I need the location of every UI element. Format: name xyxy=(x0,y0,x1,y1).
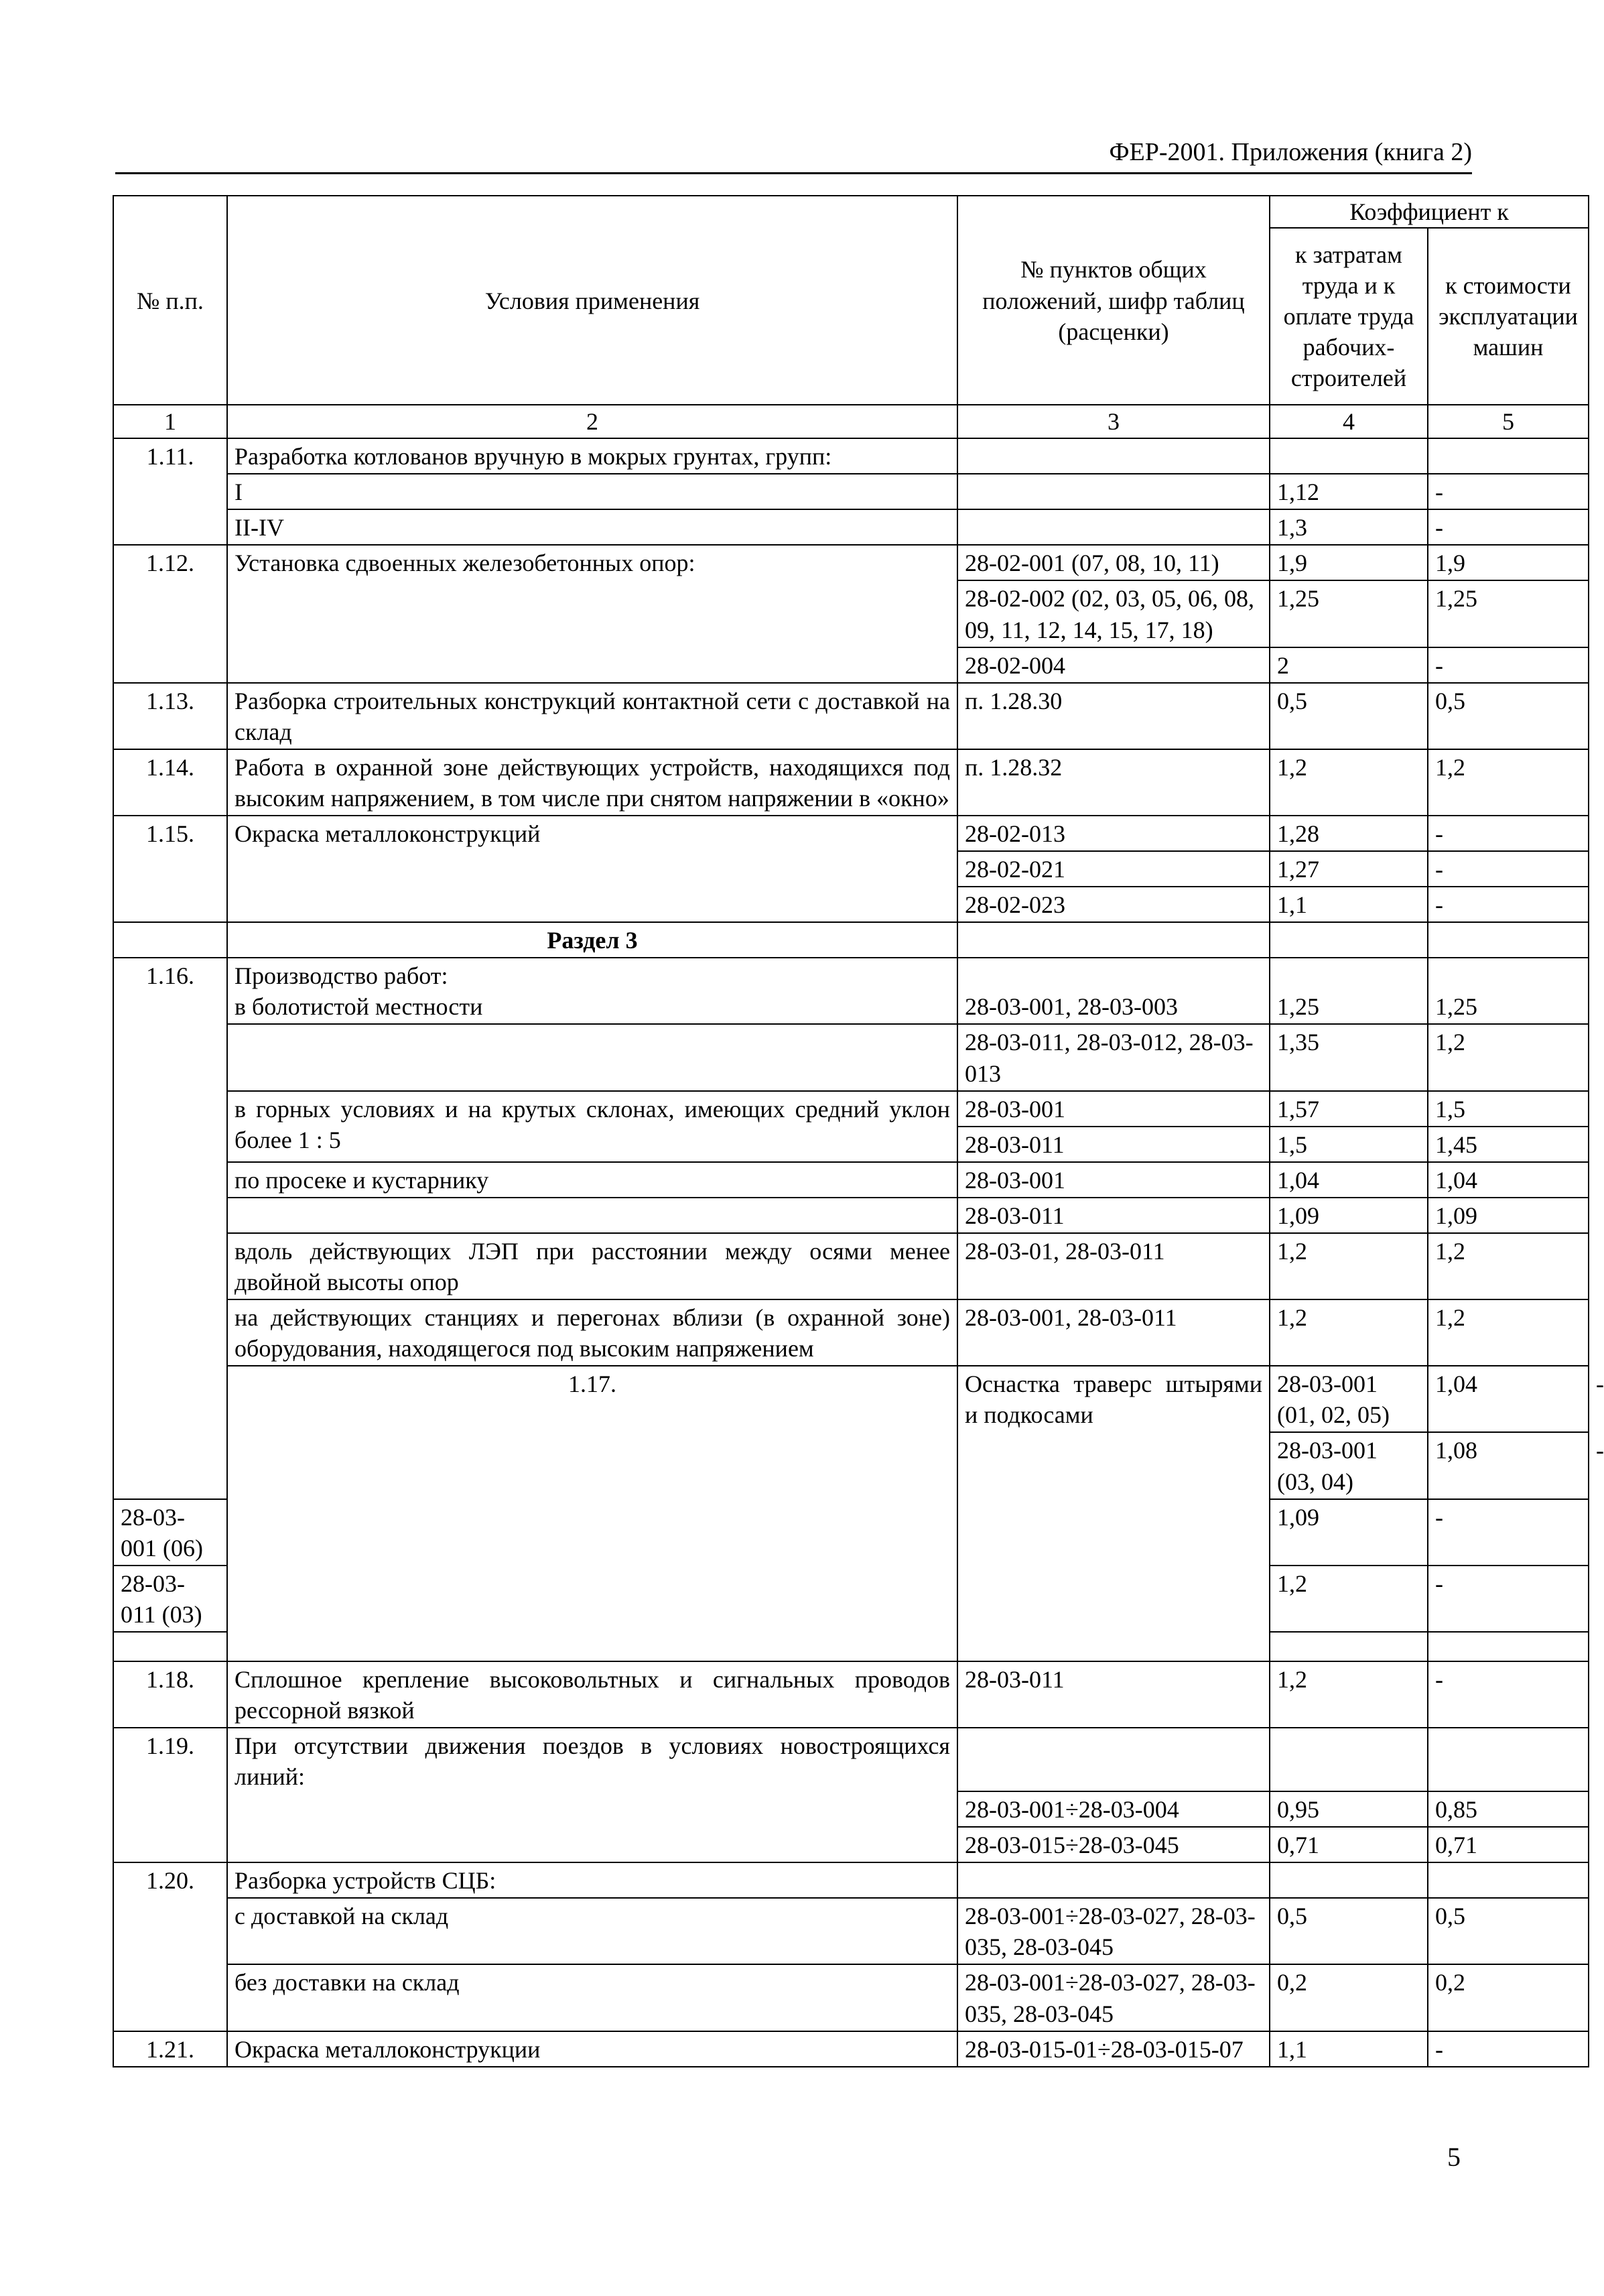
row-number: 1.16. xyxy=(113,958,227,1498)
row-ref: 28-02-004 xyxy=(957,647,1270,683)
row-number: 1.17. xyxy=(227,1366,957,1661)
row-coef-labor: 1,2 xyxy=(1270,1233,1428,1299)
row-number: 1.12. xyxy=(113,545,227,682)
row-ref: 28-03-001 (01, 02, 05) xyxy=(1270,1366,1428,1432)
row-ref: 28-03-015-01÷28-03-015-07 xyxy=(957,2031,1270,2067)
row-number: 1.13. xyxy=(113,683,227,749)
row-coef-machines: - xyxy=(1428,1499,1589,1566)
row-coef-labor: 1,2 xyxy=(1270,1661,1428,1728)
table-row xyxy=(113,1162,1589,1198)
row-coef-labor: 1,1 xyxy=(1270,887,1428,922)
header-rule xyxy=(115,172,1472,174)
row-coef-labor: 1,25 xyxy=(1270,580,1428,647)
row-ref: 28-03-001÷28-03-004 xyxy=(957,1791,1270,1827)
row-coef-labor: 2 xyxy=(1270,647,1428,683)
section-row xyxy=(113,922,1589,958)
row-ref xyxy=(957,1728,1270,1791)
row-conditions: Установка сдвоенных железобетонных опор: xyxy=(227,545,957,682)
row-ref: 28-02-013 xyxy=(957,816,1270,851)
row-coef-machines: - xyxy=(1428,2031,1589,2067)
row-coef-labor: 1,09 xyxy=(1270,1198,1428,1233)
table-row xyxy=(113,1233,1589,1299)
row-coef-labor: 1,28 xyxy=(1270,816,1428,851)
row-conditions xyxy=(227,1198,957,1233)
col-number: 3 xyxy=(957,405,1270,438)
row-ref: 28-03-001 xyxy=(957,1162,1270,1198)
header-num: № п.п. xyxy=(113,196,227,405)
row-conditions: Разборка устройств СЦБ: xyxy=(227,1862,957,1898)
row-coef-machines: 1,09 xyxy=(1428,1198,1589,1233)
section-empty-cell xyxy=(1428,922,1589,958)
row-coef-machines: 1,2 xyxy=(1428,1233,1589,1299)
row-ref xyxy=(957,1862,1270,1898)
row-conditions: вдоль действующих ЛЭП при расстоянии между осями менее двойной высоты опор xyxy=(227,1233,957,1299)
row-coef-labor: 0,71 xyxy=(1270,1827,1428,1862)
row-ref xyxy=(113,1632,227,1661)
row-coef-labor xyxy=(1270,438,1428,474)
col-number: 4 xyxy=(1270,405,1428,438)
row-coef-machines: 0,85 xyxy=(1428,1791,1589,1827)
header-coef-machines: к стоимости эксплуатации машин xyxy=(1428,228,1589,405)
row-number: 1.15. xyxy=(113,816,227,922)
row-number: 1.20. xyxy=(113,1862,227,2031)
row-coef-machines: - xyxy=(1428,887,1589,922)
row-coef-labor: 1,08 xyxy=(1428,1432,1589,1498)
row-coef-labor: 0,5 xyxy=(1270,1898,1428,1964)
row-ref: п. 1.28.30 xyxy=(957,683,1270,749)
page-number: 5 xyxy=(1447,2142,1461,2172)
row-ref: 28-03-011 xyxy=(957,1661,1270,1728)
row-coef-labor: 1,57 xyxy=(1270,1091,1428,1127)
row-coef-machines: 1,04 xyxy=(1428,1162,1589,1198)
row-coef-labor xyxy=(1270,1728,1428,1791)
row-coef-machines: 1,5 xyxy=(1428,1091,1589,1127)
row-coef-machines: 1,2 xyxy=(1428,749,1589,816)
table-row xyxy=(113,1898,1589,1964)
row-ref: 28-02-001 (07, 08, 10, 11) xyxy=(957,545,1270,580)
row-conditions xyxy=(227,1024,957,1090)
row-ref: 28-03-01, 28-03-011 xyxy=(957,1233,1270,1299)
table-row xyxy=(113,474,1589,509)
table-row: 1.17. Оснастка траверс штырями и подкосами 28-03-001 (01, 02, 05) 1,04 - xyxy=(113,1366,1589,1432)
table-row xyxy=(113,1661,1589,1728)
header-coef-labor: к затратам труда и к оплате труда рабочих-строителей xyxy=(1270,228,1428,405)
section-empty-cell xyxy=(1270,922,1428,958)
header-conditions: Условия применения xyxy=(227,196,957,405)
row-conditions: При отсутствии движения поездов в условиях новостроящихся линий: xyxy=(227,1728,957,1862)
row-coef-machines: 1,2 xyxy=(1428,1299,1589,1366)
row-coef-labor: 1,2 xyxy=(1270,749,1428,816)
row-coef-machines xyxy=(1428,1728,1589,1791)
row-number: 1.11. xyxy=(113,438,227,545)
row-coef-machines: - xyxy=(1428,1661,1589,1728)
row-number: 1.14. xyxy=(113,749,227,816)
row-ref xyxy=(957,474,1270,509)
row-coef-machines: 1,2 xyxy=(1428,1024,1589,1090)
row-conditions-intro: Производство работ: xyxy=(235,962,448,990)
row-ref xyxy=(957,438,1270,474)
page-header-title: ФЕР-2001. Приложения (книга 2) xyxy=(1109,138,1472,166)
row-coef-labor: 1,25 xyxy=(1270,958,1428,1024)
row-ref: 28-03-011 xyxy=(957,1127,1270,1162)
row-conditions: по просеке и кустарнику xyxy=(227,1162,957,1198)
row-coef-labor: 1,04 xyxy=(1428,1366,1589,1432)
row-coef-machines xyxy=(1428,1632,1589,1661)
row-coef-machines xyxy=(1428,438,1589,474)
row-ref: 28-03-011, 28-03-012, 28-03-013 xyxy=(957,1024,1270,1090)
row-ref xyxy=(957,509,1270,545)
row-coef-labor: 0,5 xyxy=(1270,683,1428,749)
row-ref: 28-02-023 xyxy=(957,887,1270,922)
row-coef-machines: - xyxy=(1428,816,1589,851)
row-conditions-sub: в болотистой местности xyxy=(235,993,483,1021)
row-conditions: Окраска металлоконструкций xyxy=(227,816,957,922)
row-conditions: Работа в охранной зоне действующих устройств, находящихся под высоким напряжением, в том числе при снятом напряжении в «окно» xyxy=(227,749,957,816)
row-coef-machines: - xyxy=(1428,851,1589,887)
col-number: 5 xyxy=(1428,405,1589,438)
row-coef-machines xyxy=(1428,1862,1589,1898)
coefficients-table xyxy=(113,195,1604,2067)
row-coef-machines: - xyxy=(1428,474,1589,509)
table-row xyxy=(113,1964,1589,2031)
table-row xyxy=(113,1024,1589,1090)
section-empty-cell xyxy=(113,922,227,958)
row-conditions: с доставкой на склад xyxy=(227,1898,957,1964)
row-conditions: в горных условиях и на крутых склонах, имеющих средний уклон более 1 : 5 xyxy=(227,1091,957,1162)
table-row: 28-03-001 (03, 04) 1,08 - xyxy=(113,1432,1589,1498)
row-coef-machines: 0,2 xyxy=(1428,1964,1589,2031)
row-ref: 28-03-001 (03, 04) xyxy=(1270,1432,1428,1498)
row-coef-machines: - xyxy=(1428,1566,1589,1632)
table-row xyxy=(113,1299,1589,1366)
row-coef-labor xyxy=(1270,1862,1428,1898)
table-row xyxy=(113,2031,1589,2067)
row-number: 1.21. xyxy=(113,2031,227,2067)
row-coef-machines: - xyxy=(1428,509,1589,545)
row-conditions: на действующих станциях и перегонах вблизи (в охранной зоне) оборудования, находящегося под высоким напряжением xyxy=(227,1299,957,1366)
row-coef-machines: 0,5 xyxy=(1428,1898,1589,1964)
section-empty-cell xyxy=(957,922,1270,958)
table-row xyxy=(113,1198,1589,1233)
table-row xyxy=(113,545,1589,580)
row-conditions: без доставки на склад xyxy=(227,1964,957,2031)
table-row xyxy=(113,509,1589,545)
row-coef-labor: 1,2 xyxy=(1270,1566,1428,1632)
row-ref: 28-03-001, 28-03-011 xyxy=(957,1299,1270,1366)
row-coef-labor xyxy=(1270,1632,1428,1661)
row-ref: 28-03-011 xyxy=(957,1198,1270,1233)
row-conditions: Окраска металлоконструкции xyxy=(227,2031,957,2067)
row-coef-labor: 0,95 xyxy=(1270,1791,1428,1827)
row-coef-labor: 0,2 xyxy=(1270,1964,1428,2031)
table-row xyxy=(113,1091,1589,1127)
row-coef-labor: 1,9 xyxy=(1270,545,1428,580)
row-ref: 28-02-021 xyxy=(957,851,1270,887)
row-ref: 28-03-011 (03) xyxy=(113,1566,227,1632)
row-conditions: Разборка строительных конструкций контактной сети с доставкой на склад xyxy=(227,683,957,749)
row-ref: 28-03-001, 28-03-003 xyxy=(957,958,1270,1024)
row-coef-labor: 1,2 xyxy=(1270,1299,1428,1366)
col-number: 1 xyxy=(113,405,227,438)
row-coef-machines: 0,71 xyxy=(1428,1827,1589,1862)
table-row xyxy=(113,438,1589,474)
row-conditions: Разработка котлованов вручную в мокрых грунтах, групп: xyxy=(227,438,957,474)
row-coef-labor: 1,09 xyxy=(1270,1499,1428,1566)
row-ref: 28-03-015÷28-03-045 xyxy=(957,1827,1270,1862)
col-number: 2 xyxy=(227,405,957,438)
row-coef-labor: 1,12 xyxy=(1270,474,1428,509)
row-ref: 28-03-001 (06) xyxy=(113,1499,227,1566)
row-coef-machines: 1,25 xyxy=(1428,958,1589,1024)
row-coef-machines: 1,9 xyxy=(1428,545,1589,580)
row-coef-machines: - xyxy=(1428,647,1589,683)
table-row xyxy=(113,683,1589,749)
row-coef-machines: 1,45 xyxy=(1428,1127,1589,1162)
row-conditions: Оснастка траверс штырями и подкосами xyxy=(957,1366,1270,1661)
row-ref: п. 1.28.32 xyxy=(957,749,1270,816)
row-coef-machines: 1,25 xyxy=(1428,580,1589,647)
section-title: Раздел 3 xyxy=(227,922,957,958)
row-conditions xyxy=(227,958,957,1024)
row-coef-labor: 1,3 xyxy=(1270,509,1428,545)
row-conditions: II-IV xyxy=(227,509,957,545)
row-coef-labor: 1,1 xyxy=(1270,2031,1428,2067)
header-ref: № пунктов общих положений, шифр таблиц (расценки) xyxy=(957,196,1270,405)
table-row xyxy=(113,816,1589,851)
row-coef-labor: 1,35 xyxy=(1270,1024,1428,1090)
row-number: 1.18. xyxy=(113,1661,227,1728)
table-row xyxy=(113,958,1589,1024)
row-conditions: Сплошное крепление высоковольтных и сигнальных проводов рессорной вязкой xyxy=(227,1661,957,1728)
column-numbers-row xyxy=(113,405,1589,438)
row-conditions: I xyxy=(227,474,957,509)
row-coef-labor: 1,27 xyxy=(1270,851,1428,887)
table-row xyxy=(113,1728,1589,1791)
table-row xyxy=(113,1862,1589,1898)
row-number: 1.19. xyxy=(113,1728,227,1862)
row-ref: 28-03-001÷28-03-027, 28-03-035, 28-03-045 xyxy=(957,1898,1270,1964)
header-coef-group: Коэффициент к xyxy=(1270,196,1589,228)
row-ref: 28-03-001 xyxy=(957,1091,1270,1127)
row-coef-machines: 0,5 xyxy=(1428,683,1589,749)
table-header-row xyxy=(113,196,1589,228)
row-coef-labor: 1,5 xyxy=(1270,1127,1428,1162)
row-ref: 28-03-001÷28-03-027, 28-03-035, 28-03-045 xyxy=(957,1964,1270,2031)
row-coef-labor: 1,04 xyxy=(1270,1162,1428,1198)
row-ref: 28-02-002 (02, 03, 05, 06, 08, 09, 11, 12, 14, 15, 17, 18) xyxy=(957,580,1270,647)
table-row xyxy=(113,749,1589,816)
